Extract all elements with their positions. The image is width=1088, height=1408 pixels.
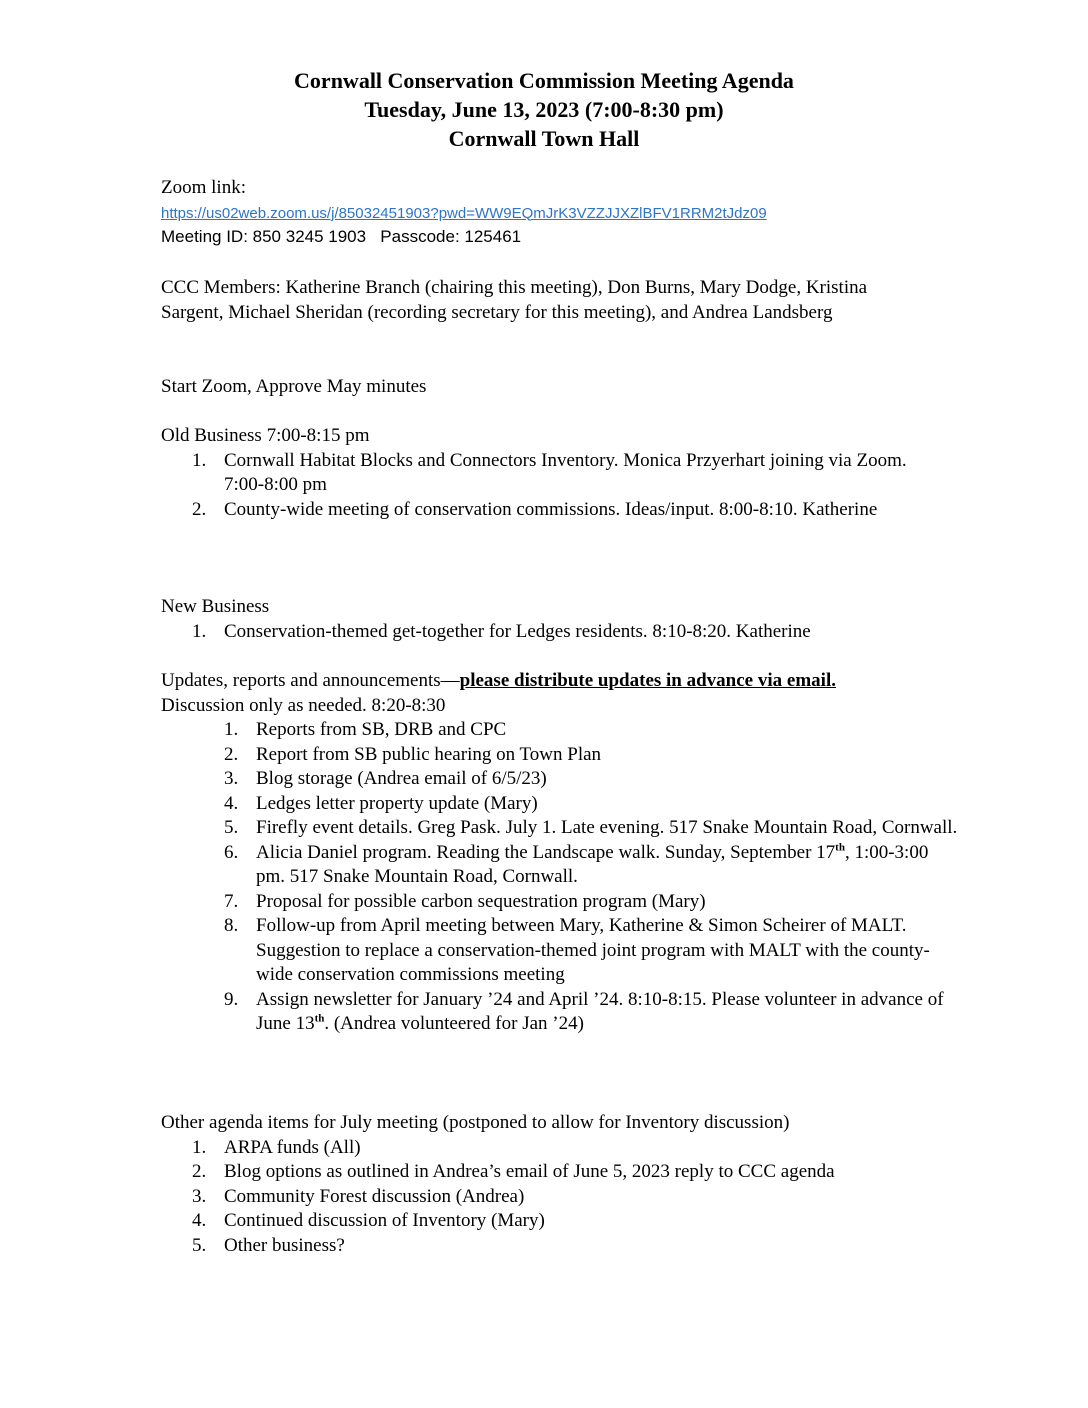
item-text [256, 841, 961, 890]
item-text: Reports from SB, DRB and CPC [256, 719, 507, 740]
item-number: 8. [224, 915, 239, 936]
list-item [161, 792, 961, 817]
item-number: 1. [192, 1136, 207, 1158]
new-business-section [161, 595, 931, 644]
item-text: Cornwall Habitat Blocks and Connectors Inventory. Monica Przyerhart joining via Zoom. 7:00-8:00 pm [224, 449, 907, 495]
item-text: ARPA funds (All) [224, 1136, 361, 1158]
item-number: 1. [224, 719, 239, 740]
zoom-link[interactable]: https://us02web.zoom.us/j/85032451903?pwd=WW9EQmJrK3VZZJJXZlBFV1RRM2tJdz09 [161, 204, 767, 222]
page-title: Cornwall Conservation Commission Meeting Agenda [294, 68, 794, 93]
item-number: 2. [192, 498, 207, 520]
item-text: Community Forest discussion (Andrea) [224, 1185, 525, 1207]
members-paragraph: CCC Members: Katherine Branch (chairing this meeting), Don Burns, Mary Dodge, Kristina Sargent, Michael Sheridan (recording secretary for this meeting), and Andrea Landsberg [161, 277, 868, 323]
item-number: 7. [224, 890, 239, 912]
ordinal-suffix: th [835, 841, 845, 854]
item-number: 3. [224, 768, 239, 789]
meeting-date: Tuesday, June 13, 2023 (7:00-8:30 pm) [364, 97, 724, 122]
item-number: 1. [192, 620, 207, 642]
ordinal-suffix: th [314, 1012, 325, 1025]
new-business-list [161, 620, 931, 645]
item-text: Blog options as outlined in Andrea’s email of June 5, 2023 reply to CCC agenda [224, 1161, 835, 1182]
meeting-id: Meeting ID: 850 3245 1903 [161, 227, 367, 246]
item-text: Proposal for possible carbon sequestration program (Mary) [256, 890, 706, 912]
item-text-part: Alicia Daniel program. Reading the Landscape walk. Sunday, September 17 [256, 841, 836, 863]
updates-heading-text: Updates, reports and announcements— [161, 670, 460, 691]
item-number: 2. [192, 1161, 207, 1182]
item-number: 6. [224, 841, 239, 863]
item-text: Firefly event details. Greg Pask. July 1. Late evening. 517 Snake Mountain Road, Cornwall. [256, 817, 958, 838]
updates-subheading: Discussion only as needed. 8:20-8:30 [161, 694, 446, 716]
list-item [161, 620, 931, 645]
list-item [161, 816, 961, 841]
item-number: 1. [192, 449, 207, 471]
list-item [161, 743, 961, 768]
item-number: 4. [192, 1210, 207, 1231]
item-number: 5. [224, 817, 239, 838]
list-item [161, 767, 961, 792]
list-item [161, 988, 961, 1037]
item-text: Report from SB public hearing on Town Plan [256, 743, 602, 765]
list-item [161, 449, 931, 498]
list-item [161, 1209, 961, 1234]
updates-emphasis: please distribute updates in advance via email. [459, 670, 836, 691]
list-item [161, 914, 961, 988]
zoom-label: Zoom link: [161, 177, 246, 198]
item-text: Blog storage (Andrea email of 6/5/23) [256, 768, 547, 789]
old-business-list [161, 449, 931, 523]
agenda-header [0, 66, 1088, 153]
zoom-info [161, 176, 1021, 249]
item-number: 2. [224, 743, 239, 765]
item-text: County-wide meeting of conservation commissions. Ideas/input. 8:00-8:10. Katherine [224, 498, 878, 520]
item-text: Other business? [224, 1234, 345, 1256]
item-text: Continued discussion of Inventory (Mary) [224, 1210, 545, 1231]
list-item [161, 841, 961, 890]
old-business-heading: Old Business 7:00-8:15 pm [161, 425, 370, 446]
list-item [161, 498, 931, 523]
old-business-section [161, 424, 931, 522]
item-number: 9. [224, 988, 239, 1010]
item-text-part: Assign newsletter for January ’24 and April ’24. 8:10-8:15. Please volunteer in advance of June 13 [256, 988, 944, 1034]
zoom-credentials [161, 225, 1021, 249]
other-items-section [161, 1111, 961, 1258]
item-number: 4. [224, 792, 239, 814]
start-item: Start Zoom, Approve May minutes [161, 376, 427, 397]
item-text-part: , 1:00-3:00 pm. 517 Snake Mountain Road, Cornwall. [256, 841, 929, 887]
other-items-heading: Other agenda items for July meeting (postponed to allow for Inventory discussion) [161, 1112, 790, 1133]
list-item [161, 1185, 961, 1210]
passcode: Passcode: 125461 [380, 227, 522, 246]
other-items-list [161, 1136, 961, 1259]
item-text: Conservation-themed get-together for Ledges residents. 8:10-8:20. Katherine [224, 620, 811, 642]
list-item [161, 1160, 961, 1185]
updates-list [161, 718, 961, 1037]
item-text-part: . (Andrea volunteered for Jan ’24) [324, 1013, 584, 1034]
list-item [161, 718, 961, 743]
meeting-location: Cornwall Town Hall [448, 126, 640, 151]
item-text: Ledges letter property update (Mary) [256, 792, 538, 814]
item-number: 5. [192, 1234, 207, 1256]
updates-heading [161, 669, 961, 694]
item-text [256, 988, 961, 1037]
list-item [161, 890, 961, 915]
new-business-heading: New Business [161, 596, 270, 617]
list-item [161, 1234, 961, 1259]
item-text: Follow-up from April meeting between Mary, Katherine & Simon Scheirer of MALT. Suggestion to replace a conservation-themed joint program with MALT with the county-wide conservation commissions meeting [256, 915, 930, 985]
updates-section [161, 669, 961, 1037]
item-number: 3. [192, 1185, 207, 1207]
list-item [161, 1136, 961, 1161]
